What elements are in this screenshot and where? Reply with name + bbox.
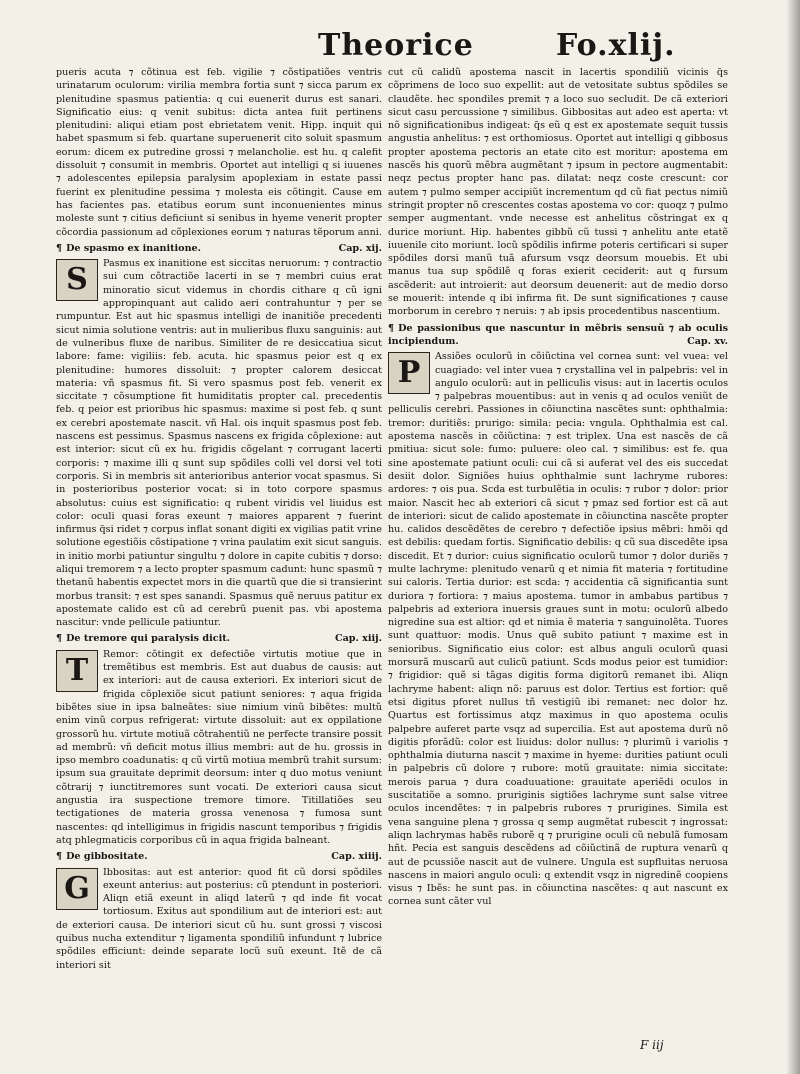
decorated-initial: T	[56, 650, 98, 692]
left-column	[56, 66, 382, 972]
folio-number: Fo.xlij.	[556, 28, 676, 63]
heading-text: De tremore qui paralysis dicit.	[66, 633, 230, 645]
left-intro-paragraph: pueris acuta ⁊ cõtinua est feb. vigilie ⁊ cõstipatiões ventris urinatarum oculorum: virilia membra fortia sunt ⁊ sicca parum ex plenitudine spasmus patientia: q cui euenerit durus est sanari. Significatio eius: q venit subitus: dicta antea fuit pertinens plenitudini: aliqui etiam post ebrietatem venit. Hipp. inquit qui habet spasmum si feb. quartane superuenerit cito soluit spasmum eorum: dicem ex putredine grossi ⁊ melancholie. est hu. q calefit dissoluit ⁊ consumit in membris. Oportet aut intelligi q si iuuenes ⁊ adolescentes epilepsia paralysim apoplexiam in estate passi fuerint ex plenitudine pessima ⁊ molesta eis cõtingit. Cause em has facientes pas. etatibus eorum sunt inconuenientes minus moleste sunt ⁊ citius deficiunt si senibus in hyeme venerit propter cõcordia passionum ad cõplexiones eorum ⁊ naturas tẽporum anni.	[56, 67, 382, 238]
section-text: Assiões oculorũ in cõiũctina vel cornea sunt: vel vuea: vel cuagiado: vel inter vuea ⁊ crystallina vel in palpebris: vel in angulo oculorũ: aut in pelliculis visus: aut in lacertis oculos ⁊ palpebras mouentibus: aut in venis q ad oculos veniũt de pelliculis cerebri. Passiones in cõiunctina nascẽtes sunt: ophthalmia: tremor: duritiẽs: prurigo: simila: pecia: vngula. Ophthalmia est cal. apostema nascẽs in cõiũctina: ⁊ est triplex. Una est nascẽs de cã pmitiua: sicut sole: fumo: puluere: oleo cal. ⁊ similibus: est fe. qua sine apostemate patiunt oculi: cui cã si auferat vel des eis succedat desiit dolor. Signiões huius ophthalmie sunt lachryme rubores: ardores: ⁊ ois pua. Scda est turbulẽtia in oculis: ⁊ rubor ⁊ dolor: prior maior. Nascit hec ab exteriori cã sicut ⁊ pmaz sed fortior est cã aut de interiori: sicut de calido apostemate in cõiunctina nascẽte propter hu. calidos descẽdẽtes de cerebro ⁊ defectiõe ipsius mẽbri: hmõi qd est debilis: quedam fortis. Significatio debilis: q cũ sua discedẽte ipsa discedit. Et ⁊ durior: cuius significatio oculorũ tumor ⁊ dolor duriẽs ⁊ multe lachryme: plenitudo venarũ q et nimia fit materia ⁊ fortitudine sui caloris. Tertia durior: est scda: ⁊ accidentia cã significantia sunt duriora ⁊ fortiora: ⁊ maius apostema. tumor in ambabus partibus ⁊ palpebris ad exteriora inuersis graues sunt in motu: oculorũ albedo nigredine sua est altior: qd et nimia ẽ materia ⁊ sanguinolẽta. Tuores sunt quattuor: modis. Unus quẽ subito patiunt ⁊ maxime est in senioribus. Significatio eius color: est albus anguli oculorũ quasi morsurã muscarũ aut culicũ patiunt. Scds modus peior est tumidior: ⁊ frigidior: quẽ si tãgas digitis forma digitorũ remanet ibi. Aliqn lachryme habent: aliqn nõ: paruus est dolor. Tertius est fortior: quẽ etsi digitus pforet nullus tñ vestigiũ ibi remanet: nec dolor hz. Quartus est fortissimus atqz maximus in quo apostema oculis palpebre auferet parte vsqz ad supercilia. Est aut apostema durũ nõ digitis pforãdũ: color est liuidus: dolor nullus: ⁊ plurimũ i variolis ⁊ ophthalmia diuturna nascit ⁊ maxime in hyeme: durities patiunt oculi in palpebris cũ dolore ⁊ rubore: motũ grauitate: nimia siccitate: merois parua ⁊ dura coaduuatione: grauitate aperiẽdi oculos in suscitatiõe a somno. pruriginis sigtiões lachryme sunt salse vitree oculos incendẽtes: ⁊ in palpebris rubores ⁊ prurigines. Simila est vena sanguine plena ⁊ grossa q semp augmẽtat rubescit ⁊ ingrossat: aliqn lachrymas habẽs ruborẽ q ⁊ prurigine oculi cũ nebulã fumosam hñt. Pecia est sanguis descẽdens ad cõiũctinã de ruptura venarũ q aut de pcussiõe nascit aut de vulnere. Ungula est supfluitas neruosa nascens in maiori angulo oculi: q extendit vsqz in nigredinẽ coopiens visus ⁊ Ibẽs: he sunt pas. in cõiunctina nascẽtes: q aut nascunt ex cornea sunt cãter vul	[388, 351, 728, 908]
section-text: Pasmus ex inanitione est siccitas neruorum: ⁊ contractio sui cum cõtractiõe lacerti in se ⁊ membri cuius erat minoratio sicut videmus in chordis cithare q cũ igni appropinquant aut calido aeri contrahuntur ⁊ per se rumpuntur. Est aut hic spasmus intelligi de inanitiõe precedenti sicut nimia solutione ventris: aut in mulieribus fluxu sanguinis: aut de vulneribus fluxe de naribus. Similiter de re desiccatiua sicut labore: fame: vigiliis: feb. acuta. hic spasmus peior est q ex plenitudine: humores dissoluit: ⁊ propter calorem desiccat materia: vñ spasmus fit. Si vero spasmus post feb. venerit ex siccitate ⁊ cõsumptione fit humiditatis propter cal. precedentis feb. q peior est prioribus hic spasmus: maxime si post feb. q sunt ex cerebri apostemate nascit. vñ Hal. ois inquit spasmus post feb. nascens est pessimus. Spasmus nascens ex frigida cõplexione: aut est interior: sicut cũ ex hu. frigidis cõgelant ⁊ corrugant lacerti corporis: ⁊ maxime illi q sunt sup spõdiles colli vel dorsi vel toti corporis. Si in membris sit anterioribus anterior vocat spasmus. Si in posterioribus posterior vocat: si in toto corpore spasmus absolutus: cuius est significatio: q rubent viridis vel liuidus est color: oculi quasi foras exeunt ⁊ maiores apparent ⁊ fuerint infirmus q̃si ridet ⁊ corpus inflat sonant digiti ex vigilias patit vrine solutione egestiõis cõstipatione ⁊ vrina paulatim exit sicut sanguis. in initio morbi patiuntur singultu ⁊ dolore in capite cubitis ⁊ dorso: aliqui tremorem ⁊ a lecto propter spasmum cadunt: hunc spasmũ ⁊ thetanũ habentis expectet mors in die quartũ que die si transierint morbus transit: ⁊ est spes sanandi. Spasmus quẽ neruus patitur ex apostemate calido est cũ ad cerebrũ puenit pas. vbi apostema nascitur: vnde pellicule patiuntur.	[56, 258, 382, 629]
page-edge-shadow	[786, 0, 800, 1074]
heading-text: De spasmo ex inanitione.	[66, 242, 202, 254]
section-text: Ibbositas: aut est anterior: quod fit cũ dorsi spõdiles exeunt anterius: aut posterius: cũ ptendunt in posteriori. Aliqn etiã exeunt in aliqd laterũ ⁊ qd inde fit vocat tortiosum. Exitus aut spondilium aut de interiori est: aut de exteriori causa. De interiori sicut cũ hu. sunt grossi ⁊ viscosi quibus nucha extenditur ⁊ ligamenta spondiliũ infundunt ⁊ lubrice spõdiles efficiunt: deinde separate locũ suũ exeunt. Itẽ de cã interiori sit	[56, 866, 382, 971]
chapter-number: Cap. xv.	[687, 335, 728, 347]
decorated-initial: P	[388, 352, 430, 394]
chapter-number: Cap. xiiij.	[331, 851, 382, 863]
section-tremore	[56, 632, 382, 847]
section-spasmo	[56, 242, 382, 630]
section-heading	[56, 242, 382, 255]
section-heading	[56, 850, 382, 863]
right-intro-paragraph: cut cũ calidũ apostema nascit in lacertis spondiliũ vicinis q̃s cõprimens de loco suo expellit: aut de vetositate subtus spõdiles se claudẽte. hec spondiles premit ⁊ a loco suo secludit. De cã exteriori sicut casu percussione ⁊ similibus. Gibbositas aut adeo est aperta: vt nõ significationibus indigeat: q̃s eũ q est ex apostemate sequit tussis angustia anhelitus: ⁊ est orthomiosus. Oportet aut intelligi q gibbosus propter apostema pectoris an etate cito est moritur: apostema em nascẽs his quorũ mẽbra augmẽtant ⁊ ipsum in pectore augmentabit: neqz pectus propter hanc pas. dilatat: neqz coste crescunt: cor autem ⁊ pulmo semper accipiũt incrementum qd cũ fiat pectus nimiũ stringit propter nõ crescentes costas apostema vo cor: quoqz ⁊ pulmo semper augmentant. vnde necesse est anhelitus cõstringat ex q durice moriunt. Hip. habentes gibbũ cũ tussi ⁊ anhelitu ante etatẽ iuuenile cito moriunt. locũ spõdilis infirme poteris certificari si super spõdiles dorsi manũ tuã afursum vsqz deorsum mouebis. Et ubi manus tua sup spõdilẽ q foras exierit ceciderit: aut q fursum ascẽderit: aut introierit: aut deorsum deuenerit: aut de medio dorso se mouerit: intende q ibi infirma fit. De sunt significationes ⁊ cause morborum in cerebro ⁊ neruis: ⁊ ab ipsis procedentibus nascentium.	[388, 67, 728, 318]
chapter-number: Cap. xiij.	[334, 633, 382, 645]
pilcrow-icon: ¶	[388, 322, 395, 334]
section-heading	[388, 322, 728, 349]
running-header	[0, 28, 800, 68]
signature-mark: F iij	[640, 1038, 664, 1052]
decorated-initial: S	[56, 259, 98, 301]
right-column	[388, 66, 728, 909]
decorated-initial: G	[56, 868, 98, 910]
chapter-number: Cap. xij.	[338, 242, 382, 254]
heading-text: De passionibus que nascuntur in mẽbris sensuũ ⁊ ab oculis incipiendum.	[388, 322, 728, 347]
section-heading	[56, 632, 382, 645]
pilcrow-icon: ¶	[56, 851, 63, 863]
pilcrow-icon: ¶	[56, 633, 63, 645]
section-passionibus	[388, 322, 728, 909]
heading-text: De gibbositate.	[66, 851, 148, 863]
running-title: Theorice	[318, 28, 474, 63]
pilcrow-icon: ¶	[56, 242, 63, 254]
section-text: Remor: cõtingit ex defectiõe virtutis motiue que in tremẽtibus est membris. Est aut duabus de causis: aut ex interiori: aut de causa exteriori. Ex interiori sicut de frigida cõplexiõe sicut patiunt seniores: ⁊ aqua frigida bibẽtes siue in ipsa balneãtes: siue nimium vinũ bibẽtes: multũ enim vinũ corpus refrigerat: virtute dissoluit: aut ex oppilatione grossorũ hu. virtute motiuã cõtrahentiũ ne perfecte transire possit ad membrũ: vñ deficit motus illius membri: aut de hu. grossis in ipso membro coadunatis: q cũ virtũ motiua membrũ trahit sursum: ipsum sua grauitate deprimit deorsum: inter q duo motus veniunt cõtrarij ⁊ iunctitremores sunt vocati. De exteriori causa sicut angustia ira suspectione tremore timore. Titillatiões seu tectigationes de materia grossa venenosa ⁊ fumosa sunt nascentes: qd intelligimus in frigidis nascunt temporibus ⁊ frigidis atq phlegmaticis corporibus cũ in aqua frigida balneant.	[56, 648, 382, 846]
section-gibbositate	[56, 850, 382, 972]
